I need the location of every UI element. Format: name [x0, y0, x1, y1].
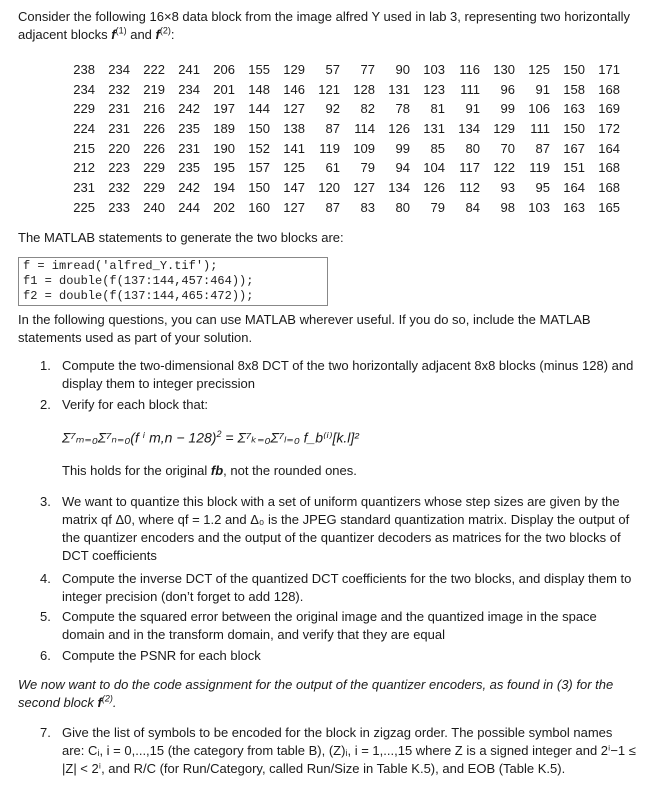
data-cell: 150: [563, 61, 585, 77]
f1-superscript: (1): [115, 25, 127, 36]
data-block-body: [58, 60, 620, 218]
data-cell: 112: [459, 179, 480, 195]
f2-superscript: (2): [159, 25, 171, 36]
data-cell: 212: [73, 160, 95, 176]
data-cell: 195: [213, 160, 235, 176]
code-intro-text: We now want to do the code assignment for the output of the quantizer encoders, as found in (3) for the second block: [18, 677, 614, 710]
data-cell: 157: [248, 160, 270, 176]
data-cell: 235: [178, 120, 200, 136]
question-number: 6.: [40, 648, 51, 663]
f2-symbol-second: f: [97, 695, 102, 710]
question-text: Compute the squared error between the original image and the quantized image in the space domain and in the transform domain, and verify that they are equal: [62, 609, 597, 642]
data-cell: 111: [460, 81, 480, 97]
data-cell: 78: [395, 101, 410, 117]
data-cell: 171: [598, 61, 620, 77]
data-cell: 134: [388, 179, 410, 195]
data-cell: 87: [535, 140, 550, 156]
question-item: [40, 570, 636, 606]
data-cell: 99: [395, 140, 410, 156]
data-cell: 238: [73, 61, 95, 77]
data-cell: 215: [73, 140, 95, 156]
data-cell: 201: [213, 81, 235, 97]
formula-note-post: , not the rounded ones.: [223, 463, 357, 478]
data-cell: 127: [283, 101, 305, 117]
question-text: Compute the PSNR for each block: [62, 648, 261, 663]
data-row: [58, 198, 620, 218]
question-number: 4.: [40, 571, 51, 586]
data-cell: 117: [459, 160, 480, 176]
data-cell: 229: [143, 179, 165, 195]
question-item: [40, 724, 636, 778]
data-cell: 146: [283, 81, 305, 97]
data-cell: 226: [143, 120, 165, 136]
data-cell: 134: [458, 120, 480, 136]
data-cell: 231: [108, 101, 130, 117]
formula-note: [62, 462, 357, 480]
data-cell: 85: [430, 140, 445, 156]
data-cell: 87: [325, 199, 340, 215]
data-cell: 77: [360, 61, 375, 77]
data-cell: 114: [354, 120, 375, 136]
data-cell: 80: [465, 140, 480, 156]
data-cell: 242: [178, 179, 200, 195]
code-line: f = imread('alfred_Y.tif');: [23, 259, 218, 273]
data-cell: 220: [108, 140, 130, 156]
data-cell: 194: [213, 179, 235, 195]
question-text: Give the list of symbols to be encoded for the block in zigzag order. The possible symbol names are: Cᵢ, i = 0,...,15 (the category from table B), (Z)ᵢ, i = 1,...,15 where Z is a signed integer and 2ⁱ−1 ≤ |Z| < 2ⁱ, and R/C (for Run/Category, called Run/Size in Table K.5), and EOB (Table K.5).: [62, 725, 636, 776]
data-cell: 125: [283, 160, 305, 176]
data-cell: 150: [563, 120, 585, 136]
data-cell: 90: [395, 61, 410, 77]
formula-rhs: Σ⁷ₖ₌₀Σ⁷ₗ₌₀ f_b⁽ⁱ⁾[k.l]²: [237, 429, 359, 446]
question-item: [40, 357, 636, 393]
question-text: We want to quantize this block with a set of uniform quantizers whose step sizes are given by the matrix qf Δ0, where qf = 1.2 and Δ₀ is the JPEG standard quantization matrix. Display the output of the quantizer encoders and the output of the quantizer decoders as matrices for the two blocks of DCT coefficients: [62, 494, 630, 563]
data-row: [58, 80, 620, 100]
data-cell: 231: [178, 140, 200, 156]
data-cell: 96: [500, 81, 515, 97]
data-cell: 83: [360, 199, 375, 215]
f1-symbol: f: [111, 27, 116, 42]
data-cell: 128: [353, 81, 375, 97]
formula-lhs: Σ⁷ₘ₌₀Σ⁷ₙ₌₀(f ⁱ m,n − 128): [62, 429, 217, 446]
data-cell: 202: [213, 199, 235, 215]
data-cell: 167: [563, 140, 585, 156]
question-number: 5.: [40, 609, 51, 624]
data-cell: 122: [493, 160, 515, 176]
data-cell: 109: [353, 140, 375, 156]
question-number: 7.: [40, 725, 51, 740]
data-cell: 125: [528, 61, 550, 77]
data-cell: 119: [529, 160, 550, 176]
data-cell: 244: [178, 199, 200, 215]
data-cell: 172: [598, 120, 620, 136]
data-cell: 70: [500, 140, 515, 156]
data-cell: 91: [535, 81, 550, 97]
data-cell: 234: [73, 81, 95, 97]
data-cell: 104: [423, 160, 445, 176]
data-cell: 152: [248, 140, 270, 156]
data-cell: 121: [318, 81, 340, 97]
data-cell: 131: [423, 120, 445, 136]
data-cell: 94: [395, 160, 410, 176]
data-cell: 160: [248, 199, 270, 215]
matlab-note-text: In the following questions, you can use MATLAB wherever useful. If you do so, include the MATLAB statements used as part of your solution.: [18, 312, 591, 345]
question-number: 3.: [40, 494, 51, 509]
data-cell: 189: [213, 120, 235, 136]
data-cell: 120: [318, 179, 340, 195]
question-item: [40, 608, 636, 644]
data-cell: 224: [73, 120, 95, 136]
data-cell: 235: [178, 160, 200, 176]
data-cell: 93: [500, 179, 515, 195]
data-row: [58, 139, 620, 159]
data-row: [58, 60, 620, 80]
data-cell: 240: [143, 199, 165, 215]
matlab-intro-text: The MATLAB statements to generate the two blocks are:: [18, 230, 344, 245]
data-cell: 103: [423, 61, 445, 77]
data-cell: 216: [143, 101, 165, 117]
code-intro-end: .: [112, 695, 117, 710]
data-cell: 119: [319, 140, 340, 156]
data-cell: 87: [325, 120, 340, 136]
data-cell: 163: [563, 199, 585, 215]
data-cell: 123: [423, 81, 445, 97]
question-text: Compute the two-dimensional 8x8 DCT of the two horizontally adjacent 8x8 blocks (minus 128) and display them to integer precission: [62, 358, 634, 391]
data-cell: 126: [423, 179, 445, 195]
data-cell: 168: [598, 179, 620, 195]
data-cell: 150: [248, 179, 270, 195]
data-cell: 150: [248, 120, 270, 136]
data-cell: 168: [598, 160, 620, 176]
question-text: Compute the inverse DCT of the quantized DCT coefficients for the two blocks, and display them to integer precision (don’t forget to add 128).: [62, 571, 632, 604]
data-cell: 165: [598, 199, 620, 215]
data-cell: 234: [178, 81, 200, 97]
data-cell: 223: [108, 160, 130, 176]
intro-paragraph: [18, 8, 643, 44]
data-cell: 95: [535, 179, 550, 195]
data-cell: 79: [360, 160, 375, 176]
data-cell: 144: [248, 101, 270, 117]
data-cell: 61: [325, 160, 340, 176]
data-cell: 99: [500, 101, 515, 117]
data-cell: 242: [178, 101, 200, 117]
data-cell: 116: [459, 61, 480, 77]
data-cell: 57: [325, 61, 340, 77]
data-cell: 241: [178, 61, 200, 77]
data-cell: 147: [283, 179, 305, 195]
data-cell: 169: [598, 101, 620, 117]
data-cell: 106: [528, 101, 550, 117]
question-number: 2.: [40, 397, 51, 412]
data-cell: 231: [73, 179, 95, 195]
fb-symbol: fb: [210, 463, 224, 478]
data-cell: 111: [530, 120, 550, 136]
data-cell: 164: [598, 140, 620, 156]
data-cell: 98: [500, 199, 515, 215]
data-cell: 155: [248, 61, 270, 77]
data-cell: 158: [563, 81, 585, 97]
question-item: [40, 493, 636, 565]
data-cell: 82: [360, 101, 375, 117]
data-cell: 129: [493, 120, 515, 136]
code-assignment-intro: [18, 676, 643, 712]
matlab-code-box: [18, 257, 328, 306]
intro-text: Consider the following 16×8 data block from the image alfred Y used in lab 3, representing two horizontally adjacent blocks: [18, 9, 630, 42]
data-cell: 141: [283, 140, 305, 156]
data-cell: 197: [213, 101, 235, 117]
data-cell: 138: [283, 120, 305, 136]
data-cell: 126: [388, 120, 410, 136]
data-cell: 92: [325, 101, 340, 117]
data-cell: 206: [213, 61, 235, 77]
question-item: [40, 647, 636, 665]
data-row: [58, 178, 620, 198]
data-cell: 79: [430, 199, 445, 215]
question-text: Verify for each block that:: [62, 397, 208, 412]
formula-note-pre: This holds for the original: [62, 463, 208, 478]
data-cell: 103: [528, 199, 550, 215]
data-row: [58, 119, 620, 139]
data-cell: 233: [108, 199, 130, 215]
data-cell: 80: [395, 199, 410, 215]
data-cell: 226: [143, 140, 165, 156]
code-line: f1 = double(f(137:144,457:464));: [23, 274, 254, 288]
data-row: [58, 158, 620, 178]
data-cell: 81: [430, 101, 445, 117]
data-cell: 130: [493, 61, 515, 77]
intro-end: :: [170, 27, 175, 42]
f2-superscript-second: (2): [101, 693, 113, 704]
data-cell: 151: [563, 160, 585, 176]
data-cell: 91: [465, 101, 480, 117]
data-cell: 222: [143, 61, 165, 77]
data-cell: 234: [108, 61, 130, 77]
parseval-formula: [62, 425, 359, 447]
intro-and: and: [130, 27, 152, 42]
data-cell: 163: [563, 101, 585, 117]
data-cell: 127: [353, 179, 375, 195]
data-cell: 229: [143, 160, 165, 176]
data-cell: 229: [73, 101, 95, 117]
data-cell: 232: [108, 179, 130, 195]
code-line: f2 = double(f(137:144,465:472));: [23, 289, 254, 303]
question-item: [40, 396, 636, 414]
data-cell: 127: [283, 199, 305, 215]
data-cell: 148: [248, 81, 270, 97]
f2-symbol: f: [155, 27, 160, 42]
data-cell: 231: [108, 120, 130, 136]
data-block-table: [58, 60, 620, 218]
data-row: [58, 99, 620, 119]
data-cell: 164: [563, 179, 585, 195]
question-number: 1.: [40, 358, 51, 373]
data-cell: 84: [465, 199, 480, 215]
data-cell: 225: [73, 199, 95, 215]
data-cell: 129: [283, 61, 305, 77]
formula-lhs-exponent: 2: [216, 429, 222, 439]
data-cell: 168: [598, 81, 620, 97]
data-cell: 131: [388, 81, 410, 97]
data-cell: 232: [108, 81, 130, 97]
formula-equals: =: [225, 429, 234, 446]
data-cell: 190: [213, 140, 235, 156]
data-cell: 219: [143, 81, 165, 97]
